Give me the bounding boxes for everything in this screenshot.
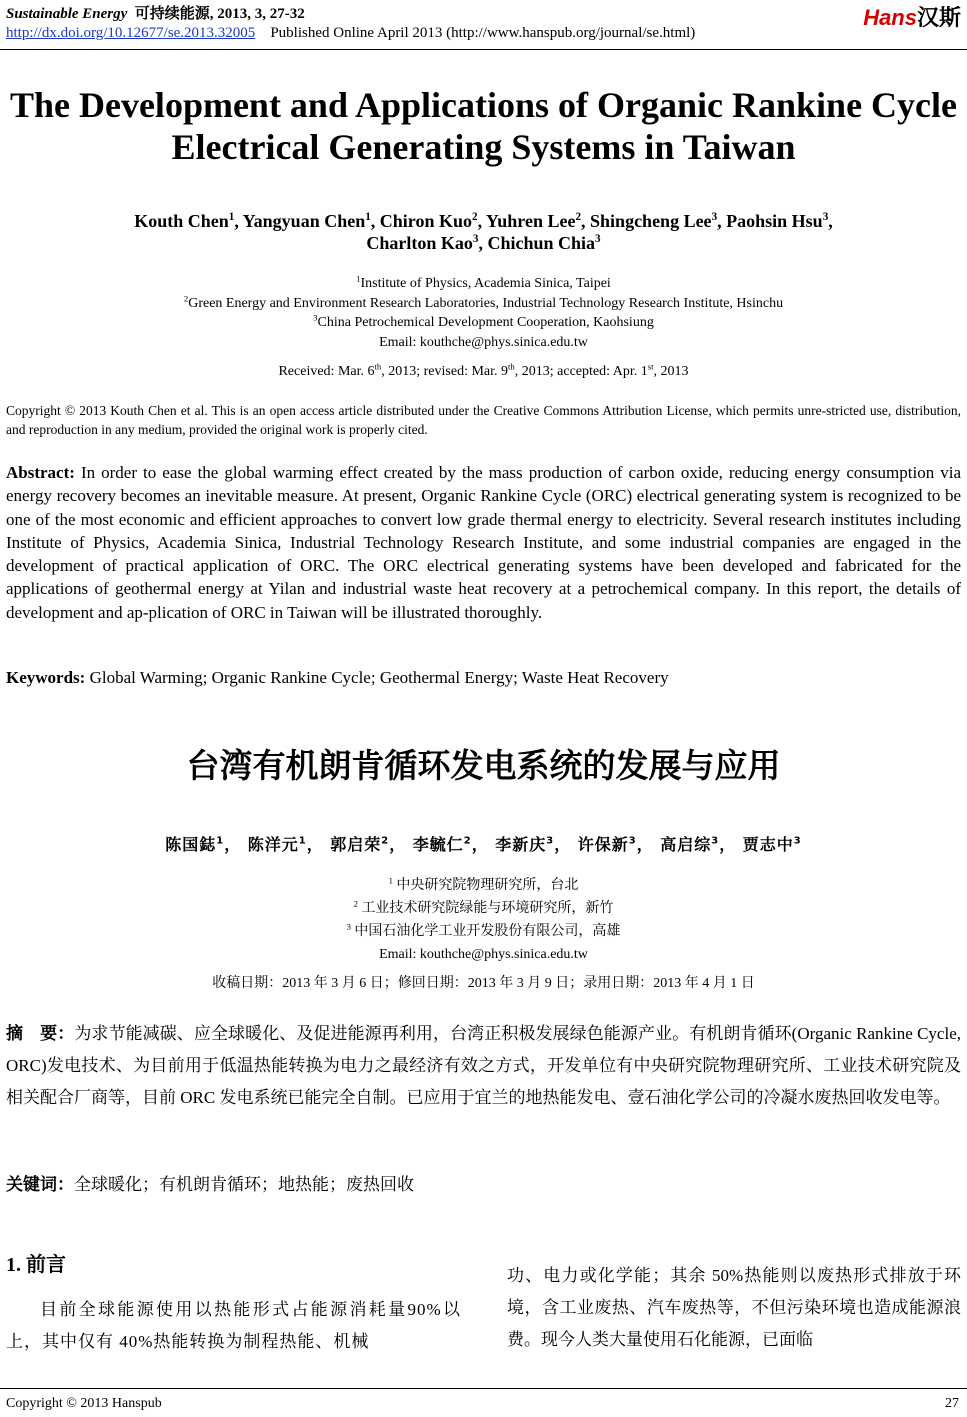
body-column-right: 功、电力或化学能；其余 50%热能则以废热形式排放于环境，含工业废热、汽车废热等，不但污染环境也造成能源浪费。现今人类大量使用石化能源，已面临 <box>507 1266 961 1349</box>
zh-received-dates: 收稿日期：2013 年 3 月 6 日；修回日期：2013 年 3 月 9 日；录用日期：2013 年 4 月 1 日 <box>212 976 755 991</box>
copyright-notice: Copyright © 2013 Kouth Chen et al. This is an open access article distributed under the Creative Commons Attribution License, which permits unre-stricted use, distribution, and reproduction in any medium, provided the original work is properly cited. <box>6 403 961 437</box>
keywords-text: Global Warming; Organic Rankine Cycle; Geothermal Energy; Waste Heat Recovery <box>85 668 669 687</box>
author-name: Yangyuan Chen <box>242 211 366 231</box>
logo-text-cn: 汉斯 <box>916 5 961 30</box>
date-text: , 2013; accepted: Apr. 1 <box>514 364 648 379</box>
author-list: Kouth Chen$^1$, Yangyuan Chen$^1$, Chiron Kuo$^2$, Yuhren Lee$^2$, Shingcheng Lee$^3$, Paohsin Hsu$^3$, Charlton Kao$^3$, Chichun Chia$^3$ <box>134 211 833 253</box>
affiliation-sup: 2 <box>183 292 189 303</box>
affiliation-item <box>0 294 967 314</box>
author-sup: 3 <box>595 233 601 245</box>
zh-title: 台湾有机朗肯循环发电系统的发展与应用 <box>186 746 781 785</box>
author-name: Kouth Chen <box>134 211 229 231</box>
header-rule <box>0 49 967 50</box>
zh-author-sup: 3 <box>711 835 720 847</box>
zh-affiliation-text: 中国石油化学工业开发股份有限公司，高雄 <box>354 924 621 939</box>
zh-author-list: 陈国鋕$^1$， 陈洋元$^1$， 郭启荣$^2$， 李毓仁$^2$， 李新庆$^3$， 许保新$^3$， 高启综$^3$， 贾志中$^3$ <box>165 835 802 854</box>
footer-copyright: Copyright © 2013 Hanspub <box>6 1396 162 1411</box>
zh-affiliation-sup: 2 <box>353 898 358 909</box>
zh-abstract <box>6 1018 961 1114</box>
title-line-1: The Development and Applications of Organic Rankine Cycle <box>9 85 958 125</box>
zh-author-sup: 3 <box>793 835 802 847</box>
journal-issue: , 2013, 3, 27-32 <box>209 6 305 22</box>
abstract <box>6 461 961 624</box>
zh-author-name: 贾志中 <box>742 835 794 854</box>
publication-line <box>6 25 695 42</box>
author-name: Charlton Kao <box>366 233 473 253</box>
affiliation-text: Institute of Physics, Academia Sinica, Taipei <box>360 276 611 291</box>
date-text: , 2013 <box>653 364 689 379</box>
author-name: Yuhren Lee <box>485 211 576 231</box>
zh-affiliation-item <box>0 897 967 920</box>
zh-author-name: 高启综 <box>660 835 712 854</box>
received-dates <box>0 361 967 380</box>
date-sup: th <box>374 361 382 372</box>
paper-title <box>0 84 967 168</box>
keywords <box>6 668 961 688</box>
author-sup: 2 <box>472 211 478 223</box>
date-sup: th <box>508 361 515 372</box>
zh-author-sup: 3 <box>546 835 555 847</box>
journal-name-cn: 可持续能源 <box>134 6 210 22</box>
affiliation-list <box>0 274 967 352</box>
zh-abstract-label: 摘 要： <box>6 1024 75 1044</box>
body-paragraph: 目前全球能源使用以热能形式占能源消耗量90%以上，其中仅有 40%热能转换为制程热能、机械 <box>6 1300 461 1351</box>
zh-author-name: 李毓仁 <box>412 835 464 854</box>
date-text: , 2013; revised: Mar. 9 <box>381 364 509 379</box>
affiliation-text: Green Energy and Environment Research Laboratories, Industrial Technology Research Institute, Hsinchu <box>188 295 784 311</box>
zh-author-sup: 2 <box>381 835 390 847</box>
author-name: Shingcheng Lee <box>590 211 712 231</box>
zh-keywords-label: 关键词： <box>6 1175 74 1195</box>
section-heading: 1. 前言 <box>6 1254 66 1276</box>
author-sup: 1 <box>365 211 371 223</box>
page-number: 27 <box>945 1396 959 1411</box>
zh-author-sup: 1 <box>216 835 225 847</box>
zh-affiliation-sup: 3 <box>346 921 351 932</box>
author-name: Chichun Chia <box>487 233 596 253</box>
publisher-logo <box>863 1 961 32</box>
zh-keywords <box>6 1170 414 1195</box>
zh-email: Email: kouthche@phys.sinica.edu.tw <box>379 947 588 962</box>
zh-keywords-text: 全球暖化；有机朗肯循环；地热能；废热回收 <box>74 1175 414 1194</box>
footer-rule <box>0 1388 967 1389</box>
zh-author-name: 李新庆 <box>495 835 547 854</box>
author-sup: 3 <box>711 211 718 223</box>
logo-text-en: Hans <box>863 5 917 30</box>
date-text: Received: Mar. 6 <box>278 364 375 379</box>
affiliation-text: China Petrochemical Development Cooperation, Kaohsiung <box>317 315 654 330</box>
doi-link[interactable]: http://dx.doi.org/10.12677/se.2013.32005 <box>6 25 256 41</box>
zh-affiliation-text: 工业技术研究院绿能与环境研究所，新竹 <box>361 901 614 916</box>
journal-header <box>6 2 305 23</box>
zh-abstract-text: 为求节能减碳、应全球暖化、及促进能源再利用，台湾正积极发展绿色能源产业。有机朗肯循环(Organic Rankine Cycle, ORC)发电技术、为目前用于低温热能转换为电力之最经济有效之方式，开发单位有中央研究院物理研究所、工业技术研究院及相关配合厂商等，目前 ORC 发电系统已能完全自制。已应用于宜兰的地热能发电、壹石油化学公司的冷凝水废热回收发电等。 <box>6 1024 961 1107</box>
email: Email: kouthche@phys.sinica.edu.tw <box>379 334 588 350</box>
title-line-2: Electrical Generating Systems in Taiwan <box>171 127 796 167</box>
author-sup: 3 <box>822 211 829 223</box>
zh-author-name: 许保新 <box>577 835 629 854</box>
abstract-label: Abstract: <box>6 463 75 482</box>
zh-author-sup: 3 <box>628 835 637 847</box>
keywords-label: Keywords: <box>6 668 86 687</box>
author-name: Paohsin Hsu <box>726 211 823 231</box>
zh-affiliation-item <box>0 874 967 897</box>
zh-author-sup: 1 <box>298 835 307 847</box>
published-info: Published Online April 2013 (http://www.hanspub.org/journal/se.html) <box>270 25 696 41</box>
zh-author-name: 郭启荣 <box>330 835 382 854</box>
affiliation-sup: 3 <box>313 312 318 323</box>
journal-name: Sustainable Energy <box>6 6 128 22</box>
author-name: Chiron Kuo <box>379 211 472 231</box>
zh-author-sup: 2 <box>463 835 472 847</box>
author-sup: 3 <box>472 233 479 245</box>
author-sup: 1 <box>228 211 235 223</box>
body-column-left <box>6 1294 461 1358</box>
affiliation-item <box>0 313 967 333</box>
affiliation-sup: 1 <box>356 273 361 284</box>
affiliation-item <box>0 274 967 294</box>
zh-affiliation-text: 中央研究院物理研究所，台北 <box>396 878 579 893</box>
zh-affiliation-list <box>0 874 967 966</box>
zh-affiliation-item <box>0 920 967 943</box>
date-sup: st <box>647 361 654 372</box>
author-sup: 2 <box>575 211 582 223</box>
abstract-text: In order to ease the global warming effect created by the mass production of carbon oxide, reducing energy consumption via energy recovery becomes an inevitable measure. At present, Organic Rankine Cycle (ORC) electrical generating system is recognized to be one of the most economic and efficient approaches to convert low grade thermal energy to electricity. Several research institutes including Institute of Physics, Academia Sinica, Industrial Technology Research Institute, and some industrial companies are engaged in the development of practical application of ORC. The ORC electrical generating systems have been developed and fabricated for the applications of geothermal energy at Yilan and industrial waste heat recovery at a petrochemical company. In this report, the details of development and ap-plication of ORC in Taiwan will be illustrated thoroughly. <box>6 463 961 622</box>
zh-author-name: 陈洋元 <box>247 835 299 854</box>
zh-affiliation-sup: 1 <box>388 875 393 886</box>
zh-author-name: 陈国鋕 <box>165 835 217 854</box>
